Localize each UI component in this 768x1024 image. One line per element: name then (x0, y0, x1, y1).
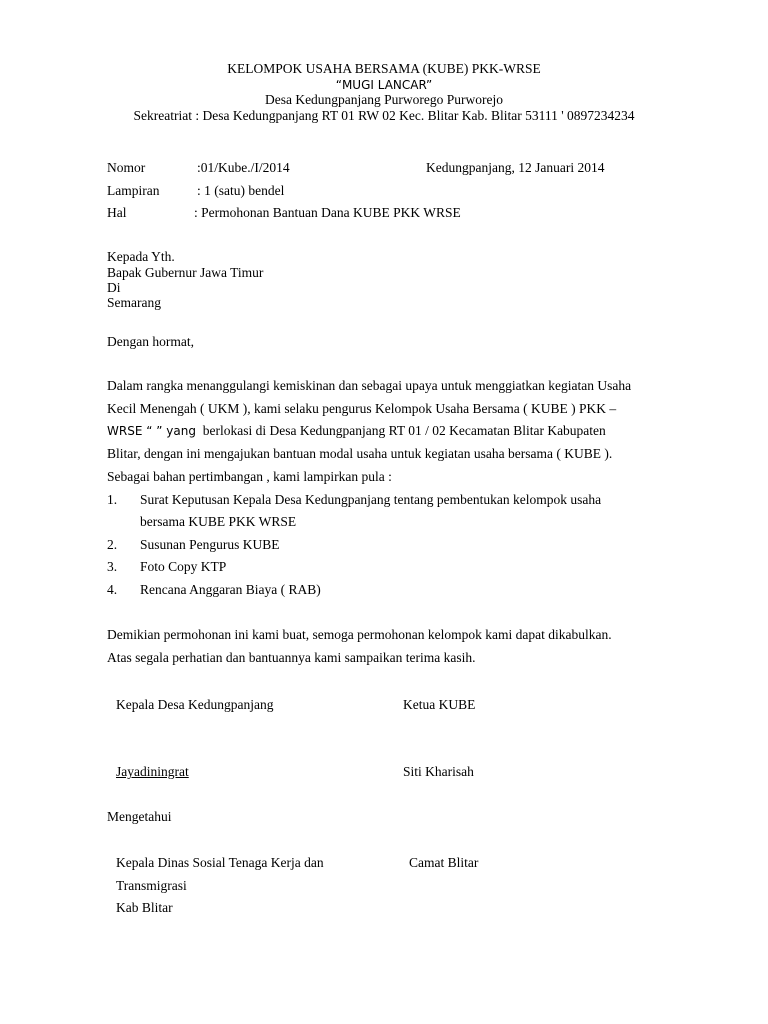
recipient-line-1: Kepada Yth. (107, 249, 175, 264)
signature-right-title: Ketua KUBE (403, 697, 476, 712)
org-name: KELOMPOK USAHA BERSAMA (KUBE) PKK-WRSE (227, 61, 541, 76)
list-item: Surat Keputusan Kepala Desa Kedungpanjang tentang pembentukan kelompok usaha (140, 492, 602, 507)
nomor-value: :01/Kube./I/2014 (197, 160, 290, 175)
list-item-continuation: bersama KUBE PKK WRSE (140, 514, 297, 529)
closing-line-1: Demikian permohonan ini kami buat, semoga permohonan kelompok kami dapat dikabulkan. (107, 627, 612, 642)
mengetahui-label: Mengetahui (107, 809, 172, 824)
list-item: Foto Copy KTP (140, 559, 227, 574)
list-item-number: 3. (107, 559, 118, 574)
lampiran-value: : 1 (satu) bendel (197, 183, 285, 198)
bottom-left-title-line-3: Kab Blitar (116, 900, 173, 915)
closing-line-2: Atas segala perhatian dan bantuannya kami sampaikan terima kasih. (107, 650, 476, 665)
list-item-number: 2. (107, 537, 118, 552)
body-line-2: Kecil Menengah ( UKM ), kami selaku pengurus Kelompok Usaha Bersama ( KUBE ) PKK – (107, 401, 617, 416)
bottom-left-title-line-2: Transmigrasi (116, 878, 187, 893)
signature-left-name: Jayadiningrat (116, 764, 189, 779)
greeting: Dengan hormat, (107, 334, 194, 349)
body-line-1: Dalam rangka menanggulangi kemiskinan dan sebagai upaya untuk menggiatkan kegiatan Usaha (107, 378, 632, 393)
signature-right-name: Siti Kharisah (403, 764, 474, 779)
body-line-3-sans: WRSE “ ” yang (107, 424, 196, 438)
group-name: “MUGI LANCAR” (335, 78, 433, 92)
letter-date: Kedungpanjang, 12 Januari 2014 (426, 160, 605, 175)
list-item: Rencana Anggaran Biaya ( RAB) (140, 582, 321, 597)
body-line-4: Blitar, dengan ini mengajukan bantuan modal usaha untuk kegiatan usaha bersama ( KUBE ). (107, 446, 613, 461)
bottom-left-title-line-1: Kepala Dinas Sosial Tenaga Kerja dan (116, 855, 324, 870)
nomor-label: Nomor (107, 160, 146, 175)
secretariat: Sekreatriat : Desa Kedungpanjang RT 01 RW 02 Kec. Blitar Kab. Blitar 53111 ' 0897234234 (133, 108, 635, 123)
recipient-line-3: Di (107, 280, 121, 295)
list-item-number: 1. (107, 492, 118, 507)
body-line-3 (107, 423, 606, 439)
hal-value: : Permohonan Bantuan Dana KUBE PKK WRSE (194, 205, 461, 220)
recipient-line-2: Bapak Gubernur Jawa Timur (107, 265, 264, 280)
org-address: Desa Kedungpanjang Purworego Purworejo (264, 92, 504, 107)
signature-left-title: Kepala Desa Kedungpanjang (116, 697, 274, 712)
body-line-5: Sebagai bahan pertimbangan , kami lampirkan pula : (107, 469, 392, 484)
list-item: Susunan Pengurus KUBE (140, 537, 280, 552)
hal-label: Hal (107, 205, 127, 220)
bottom-right-title: Camat Blitar (409, 855, 479, 870)
recipient-line-4: Semarang (107, 295, 161, 310)
list-item-number: 4. (107, 582, 118, 597)
body-line-3-rest: berlokasi di Desa Kedungpanjang RT 01 / 02 Kecamatan Blitar Kabupaten (202, 423, 606, 438)
lampiran-label: Lampiran (107, 183, 160, 198)
